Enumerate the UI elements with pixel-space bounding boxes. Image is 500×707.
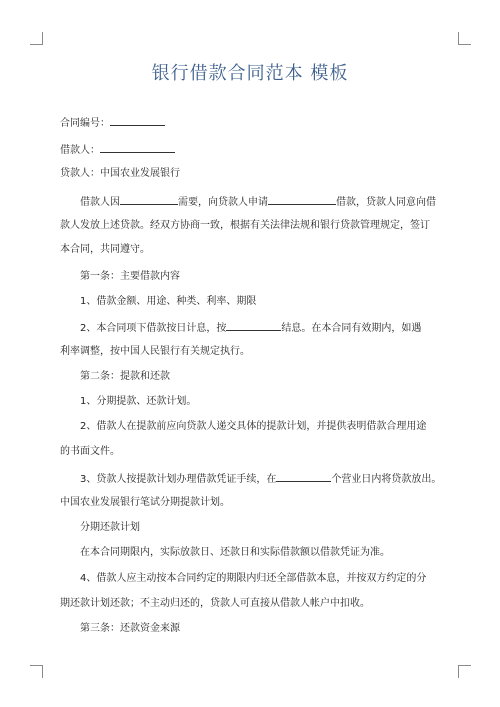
article-2-item-3-text-a: 3、贷款人按提款计划办理借款凭证手续，在	[80, 474, 277, 485]
article-1-item-2-line-1	[80, 320, 450, 336]
article-2-item-3-line-2: 中国农业发展银行笔试分期提款计划。	[60, 497, 230, 508]
borrower-blank	[100, 142, 175, 153]
article-2-item-1: 1、分期提款、还款计划。	[80, 396, 197, 407]
contract-number-line	[60, 115, 450, 131]
schedule-text: 在本合同期限内，实际放款日、还款日和实际借款额以借款凭证为准。	[80, 547, 390, 558]
article-3-heading: 第三条：还款资金来源	[80, 623, 180, 634]
crop-mark-top-left	[30, 32, 43, 45]
lender-line: 贷款人：中国农业发展银行	[60, 168, 180, 179]
crop-mark-bottom-right	[458, 665, 471, 678]
article-2-heading: 第二条：提款和还款	[80, 371, 170, 382]
paragraph-1-text-a: 借款人因	[80, 197, 120, 208]
article-2-item-4-line-1: 4、借款人应主动按本合同约定的期限内归还全部借款本息，并按双方约定的分	[80, 573, 427, 584]
article-2-item-2-line-2: 的书面文件。	[60, 446, 120, 457]
paragraph-1-line-1	[80, 194, 450, 210]
interest-settlement-blank	[226, 320, 281, 331]
loan-amount-blank	[268, 194, 336, 205]
article-2-item-2-line-1: 2、借款人在提款前应向贷款人递交具体的提款计划，并提供表明借款合理用途	[80, 421, 427, 432]
article-2-item-3-text-b: 个营业日内将贷款放出。	[331, 474, 442, 485]
contract-number-label: 合同编号：	[60, 118, 110, 129]
contract-number-blank	[110, 115, 165, 126]
article-1-item-2-text-b: 结息。在本合同有效期内，如遇	[281, 323, 422, 334]
paragraph-1-text-c: 借款，贷款人同意向借	[336, 197, 436, 208]
borrower-line	[60, 142, 450, 158]
article-1-item-2-line-2: 利率调整，按中国人民银行有关规定执行。	[60, 346, 250, 357]
crop-mark-bottom-left	[30, 665, 43, 678]
article-2-item-3-line-1	[80, 471, 450, 487]
paragraph-1-line-2: 款人发放上述贷款。经双方协商一致，根据有关法律法规和银行贷款管理规定，签订	[60, 220, 430, 231]
document-title: 银行借款合同范本 模板	[151, 63, 349, 84]
borrower-label: 借款人：	[60, 145, 100, 156]
article-1-item-2-text-a: 2、本合同项下借款按日计息，按	[80, 323, 227, 334]
purpose-blank	[120, 194, 178, 205]
paragraph-1-text-b: 需要，向贷款人申请	[178, 197, 268, 208]
paragraph-1-line-3: 本合同，共同遵守。	[60, 244, 150, 255]
crop-mark-top-right	[458, 32, 471, 45]
article-1-item-1: 1、借款金额、用途、种类、利率、期限	[80, 296, 257, 307]
article-2-item-4-line-2: 期还款计划还款；不主动归还的，贷款人可直接从借款人帐户中扣收。	[60, 598, 370, 609]
business-days-blank	[276, 471, 331, 482]
article-1-heading: 第一条：主要借款内容	[80, 271, 180, 282]
schedule-heading: 分期还款计划	[80, 522, 140, 533]
